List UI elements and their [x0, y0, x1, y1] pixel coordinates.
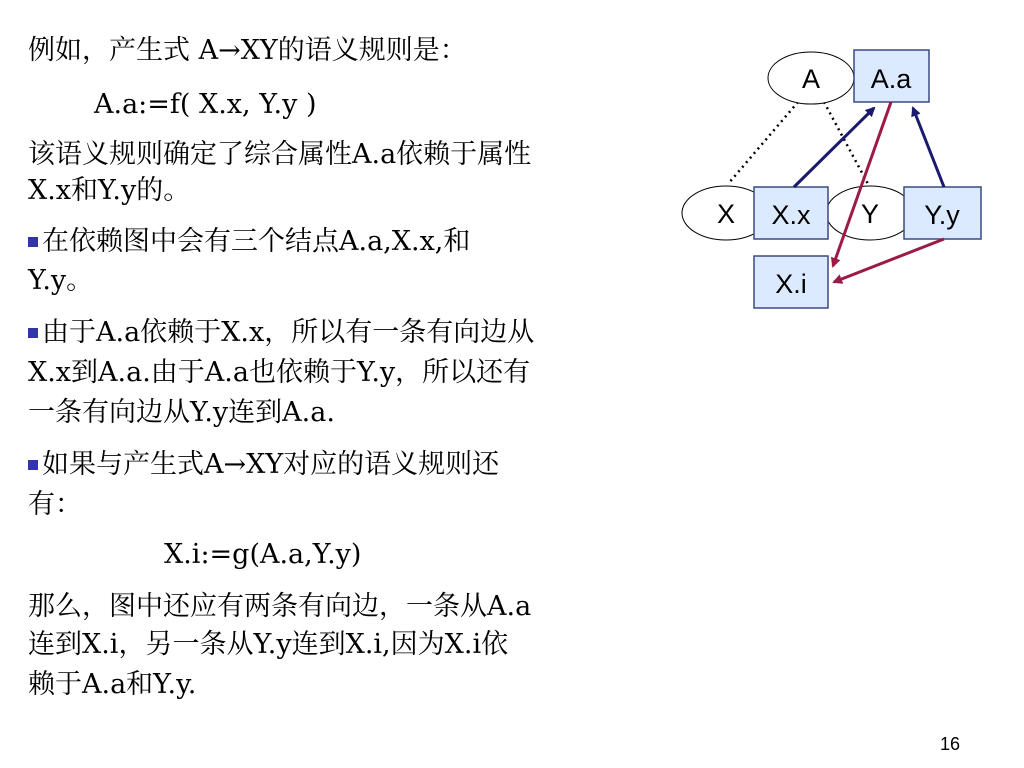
bullet-2-line-3: 一条有向边从Y.y连到A.a. — [28, 397, 335, 428]
parse-edge-A-Y — [824, 102, 868, 184]
semantic-rule-2: X.i:=g(A.a,Y.y) — [164, 539, 362, 570]
node-X-label: X — [716, 199, 736, 229]
bullet-1-line-2: Y.y。 — [28, 265, 94, 296]
edge-Yy-to-Xi — [834, 239, 944, 282]
page-number: 16 — [940, 734, 961, 754]
paragraph-3-line-3: 赖于A.a和Y.y. — [28, 669, 197, 700]
node-Y-label: Y — [860, 199, 880, 229]
bullet-3-line-1 — [28, 450, 499, 480]
edge-Xx-to-Aa — [794, 108, 874, 187]
bullet-2-line-1 — [28, 318, 534, 348]
edge-Aa-to-Xi — [833, 102, 891, 266]
bullet-2-text: 由于A.a依赖于X.x，所以有一条有向边从 — [42, 317, 535, 348]
paragraph-3-line-1: 那么，图中还应有两条有向边，一条从A.a — [28, 591, 532, 622]
attr-Yy-label: Y.y — [924, 200, 960, 230]
bullet-3-text: 如果与产生式A→XY对应的语义规则还 — [42, 449, 500, 480]
parse-edge-A-X — [728, 102, 798, 184]
attr-Xi-label: X.i — [775, 269, 807, 299]
bullet-icon — [28, 328, 38, 338]
intro-line: 例如，产生式 A→XY的语义规则是： — [28, 35, 467, 66]
attr-Xx-label: X.x — [771, 200, 811, 230]
paragraph-2-line-1: 该语义规则确定了综合属性A.a依赖于属性 — [28, 139, 532, 170]
edge-Yy-to-Aa — [913, 108, 944, 187]
dependency-graph — [676, 40, 996, 320]
bullet-3-line-2: 有： — [28, 489, 82, 520]
bullet-icon — [28, 460, 38, 470]
bullet-1-line-1 — [28, 227, 470, 257]
node-A-label: A — [801, 64, 821, 94]
attr-Aa-label: A.a — [870, 64, 912, 94]
bullet-1-text: 在依赖图中会有三个结点A.a,X.x,和 — [42, 226, 471, 257]
semantic-rule-1: A.a:=f( X.x, Y.y ) — [94, 89, 317, 120]
bullet-icon — [28, 237, 38, 247]
paragraph-3-line-2: 连到X.i，另一条从Y.y连到X.i,因为X.i依 — [28, 629, 509, 660]
paragraph-2-line-2: X.x和Y.y的。 — [28, 175, 191, 206]
bullet-2-line-2: X.x到A.a.由于A.a也依赖于Y.y，所以还有 — [28, 357, 531, 388]
